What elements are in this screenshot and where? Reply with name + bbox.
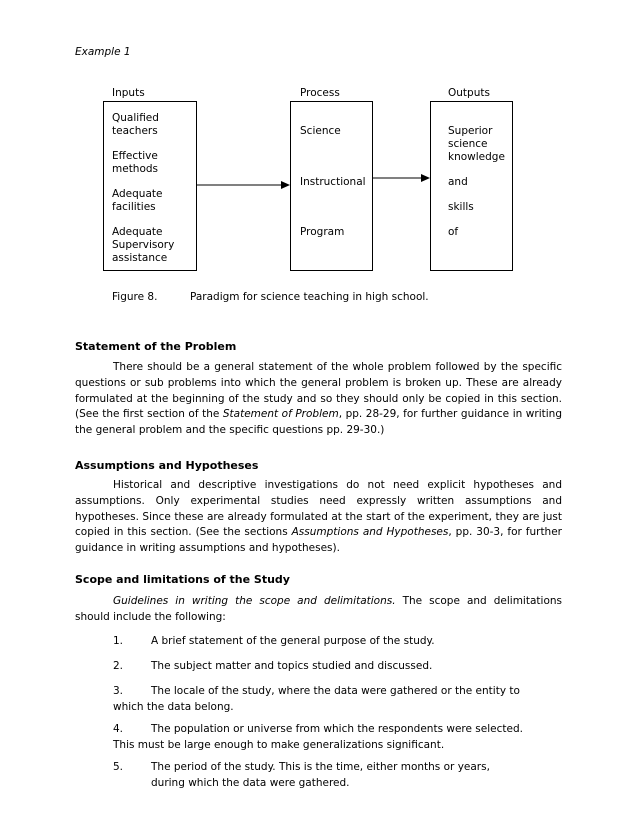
outputs-header: Outputs	[448, 87, 490, 99]
output-knowledge: knowledge	[448, 151, 505, 163]
list-item-text: The locale of the study, where the data were gathered or the entity to which the data belong.	[113, 685, 520, 713]
scope-paragraph	[75, 594, 562, 626]
list-item-number: 2.	[113, 660, 124, 672]
arrow-inputs-to-process	[197, 178, 291, 192]
list-item	[113, 722, 533, 753]
section-heading-scope: Scope and limitations of the Study	[75, 573, 290, 586]
statement-text-italic: Statement of Problem	[222, 408, 339, 421]
assumptions-text-italic: Assumptions and Hypotheses	[291, 526, 449, 539]
process-header: Process	[300, 87, 340, 99]
arrow-process-to-outputs	[373, 171, 431, 185]
list-item-number: 5.	[113, 761, 124, 773]
figure-caption: Paradigm for science teaching in high school.	[190, 291, 429, 303]
section-heading-assumptions: Assumptions and Hypotheses	[75, 459, 259, 472]
input-supervisory-line2: Supervisory	[112, 239, 175, 251]
input-supervisory-line1: Adequate	[112, 226, 163, 238]
list-item-text: The population or universe from which the respondents were selected. This must be large enough to make generalizations significant.	[113, 723, 523, 751]
list-item-number: 4.	[113, 723, 124, 735]
statement-paragraph	[75, 360, 562, 439]
list-item-number: 3.	[113, 685, 124, 697]
list-item	[113, 634, 533, 650]
list-item-text: The period of the study. This is the time, either months or years, during which the data were gathered.	[151, 761, 490, 789]
output-of: of	[448, 226, 459, 238]
statement-text-2: , pp. 28-29, for further guidance in writing the general problem and the specific questions pp. 29-30.)	[75, 408, 562, 437]
section-heading-statement: Statement of the Problem	[75, 340, 237, 353]
list-item	[113, 659, 533, 675]
assumptions-text-2: , pp. 30-3, for further guidance in writing assumptions and hypotheses).	[75, 526, 562, 555]
list-item	[113, 760, 513, 791]
input-facilities-line1: Adequate	[112, 188, 163, 200]
process-science: Science	[300, 125, 341, 137]
list-item	[113, 684, 533, 715]
input-supervisory-line3: assistance	[112, 252, 168, 264]
input-facilities-line2: facilities	[112, 201, 156, 213]
process-program: Program	[300, 226, 345, 238]
scope-text-italic: Guidelines in writing the scope and delimitations.	[113, 595, 396, 607]
list-item-text: The subject matter and topics studied and discussed.	[151, 660, 433, 672]
scope-text-1: The scope and delimitations should include the following:	[75, 595, 562, 623]
output-science: science	[448, 138, 488, 150]
figure-number: Figure 8.	[112, 291, 158, 303]
output-and: and	[448, 176, 468, 188]
statement-text-1: There should be a general statement of the whole problem followed by the specific questions or sub problems into which the general problem is broken up. These are already formulated at the beginning of the study and so they should only be copied in this section. (See the first section of the	[75, 361, 562, 421]
output-skills: skills	[448, 201, 474, 213]
output-superior: Superior	[448, 125, 493, 137]
example-label: Example 1	[75, 46, 131, 58]
list-item-number: 1.	[113, 635, 124, 647]
input-teachers-line1: Qualified	[112, 112, 159, 124]
input-teachers-line2: teachers	[112, 125, 158, 137]
assumptions-paragraph	[75, 478, 562, 557]
assumptions-text-1: Historical and descriptive investigations do not need explicit hypotheses and assumptions. Only experimental studies need expressly written assumptions and hypotheses. Since these are already formulated at the start of the experiment, they are just copied in this section. (See the sections	[75, 479, 562, 539]
input-methods-line1: Effective	[112, 150, 158, 162]
inputs-header: Inputs	[112, 87, 145, 99]
process-instructional: Instructional	[300, 176, 366, 188]
input-methods-line2: methods	[112, 163, 159, 175]
list-item-text: A brief statement of the general purpose of the study.	[151, 635, 435, 647]
